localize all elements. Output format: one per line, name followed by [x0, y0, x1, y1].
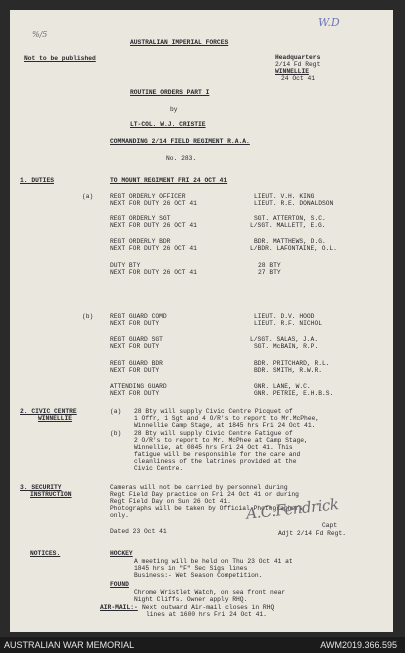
- commander-name: LT-COL. W.J. CRISTIE: [130, 121, 206, 128]
- duty-role: REGT GUARD SGT: [110, 336, 163, 343]
- hq-line: 24 Oct 41: [281, 75, 316, 82]
- s2-b-line: cleanliness of the latrines provided at the: [134, 458, 297, 465]
- hockey-line: Business:- Wet Season Competition.: [134, 572, 263, 579]
- duty-role: ATTENDING GUARD: [110, 383, 167, 390]
- not-published-note: Not to be published: [24, 55, 96, 62]
- section-3-heading: 3. SECURITY: [20, 484, 62, 491]
- duty-person: GNR. PETRIE, E.H.B.S.: [254, 390, 334, 397]
- s2-b-line: Winnellie, at 0845 hrs Fri 24 Oct 41. This: [134, 444, 293, 451]
- airmail-line: lines at 1600 hrs Fri 24 Oct 41.: [146, 611, 267, 618]
- duty-role: NEXT FOR DUTY: [110, 320, 160, 327]
- duty-role: NEXT FOR DUTY 26 OCT 41: [110, 200, 197, 207]
- s3-line: Photographs will be taken by Official Photographers: [110, 505, 303, 512]
- duty-person: LIEUT. D.V. HOOD: [254, 313, 315, 320]
- hq-line: WINNELLIE: [275, 68, 310, 75]
- s3-line: Regt Field Day practice on Fri 24 Oct 41 or during: [110, 491, 299, 498]
- duty-role: REGT GUARD COMD: [110, 313, 167, 320]
- s3-line: Cameras will not be carried by personnel during: [110, 484, 288, 491]
- duty-person: SGT. McBAIN, R.P.: [254, 343, 319, 350]
- s3-line: only.: [110, 512, 129, 519]
- s2-a-line: 1 Offr, 1 Sgt and 4 O/R's to report to Mr.McPhee,: [134, 415, 320, 422]
- hq-line: Headquarters: [275, 54, 321, 61]
- order-number: No. 283.: [166, 155, 197, 162]
- duty-person: GNR. LANE, W.C.: [254, 383, 311, 390]
- duty-person: L/BDR. LAFONTAINE, O.L.: [250, 245, 337, 252]
- s2-b-line: fatigue will be responsible for the care and: [134, 451, 301, 458]
- footer-accession-number: AWM2019.366.595: [320, 640, 397, 650]
- document-title: AUSTRALIAN IMPERIAL FORCES: [130, 39, 229, 46]
- duty-role: DUTY BTY: [110, 262, 141, 269]
- notices-heading: NOTICES.: [30, 550, 61, 557]
- hq-line: 2/14 Fd Regt: [275, 61, 321, 68]
- archive-footer: [0, 637, 405, 653]
- footer-institution: AUSTRALIAN WAR MEMORIAL: [4, 640, 135, 650]
- duty-person: 28 BTY: [258, 262, 281, 269]
- s2-b-line: 28 Bty will supply Civic Centre Fatigue of: [134, 430, 293, 437]
- commanding-line: COMMANDING 2/14 FIELD REGIMENT R.A.A.: [110, 138, 250, 145]
- adjt-line: Adjt 2/14 Fd Regt.: [278, 530, 347, 537]
- found-heading: FOUND: [110, 581, 129, 588]
- found-line: Night Cliffs. Owner apply RHQ.: [134, 596, 248, 603]
- corner-pencil-mark: %/5: [32, 30, 48, 39]
- s2-a-line: 28 Bty will supply Civic Centre Picquet of: [134, 408, 293, 415]
- hockey-line: 1845 hrs in "F" Sec Sigs lines: [134, 565, 248, 572]
- hockey-heading: HOCKEY: [110, 550, 133, 557]
- duty-person: LIEUT. R.F. NICHOL: [254, 320, 323, 327]
- capt-line: Capt: [322, 522, 338, 529]
- routine-orders-heading: ROUTINE ORDERS PART I: [130, 89, 210, 96]
- duty-person: BDR. PRITCHARD, R.L.: [254, 360, 330, 367]
- duty-role: REGT ORDERLY OFFICER: [110, 193, 186, 200]
- section-2-sub: WINNELLIE: [38, 415, 73, 422]
- duty-role: NEXT FOR DUTY 26 OCT 41: [110, 269, 197, 276]
- section-3-sub: INSTRUCTION: [30, 491, 72, 498]
- airmail-heading: AIR-MAIL:-: [100, 604, 138, 611]
- found-line: Chrome Wristlet Watch, on sea front near: [134, 589, 286, 596]
- duty-role: REGT ORDERLY SGT: [110, 215, 171, 222]
- duty-person: LIEUT. R.E. DONALDSON: [254, 200, 334, 207]
- s2-b-line: Civic Centre.: [134, 465, 184, 472]
- duty-person: BDR. MATTHEWS, D.G.: [254, 238, 326, 245]
- duty-role: NEXT FOR DUTY: [110, 390, 160, 397]
- section-1-title: TO MOUNT REGIMENT FRI 24 OCT 41: [110, 177, 228, 184]
- duty-person: L/SGT. MALLETT, E.G.: [250, 222, 326, 229]
- section-2-a: (a): [110, 408, 122, 415]
- duty-role: NEXT FOR DUTY 26 OCT 41: [110, 245, 197, 252]
- adjutant-signature: A.C.Fendrick: [245, 495, 340, 523]
- duty-role: REGT GUARD BDR: [110, 360, 163, 367]
- airmail-line: Next outward Air-mail closes in RHQ: [142, 604, 275, 611]
- duty-person: LIEUT. V.H. KING: [254, 193, 315, 200]
- s3-line: Regt Field Day on Sun 26 Oct 41.: [110, 498, 231, 505]
- duty-role: NEXT FOR DUTY: [110, 367, 160, 374]
- dated-line: Dated 23 Oct 41: [110, 528, 167, 535]
- duty-person: 27 BTY: [258, 269, 281, 276]
- heading-by: by: [170, 106, 178, 113]
- duty-person: BDR. SMITH, R.W.R.: [254, 367, 323, 374]
- wd-pencil-mark: W.D: [318, 16, 340, 29]
- section-1-heading: 1. DUTIES: [20, 177, 55, 184]
- section-1-a: (a): [82, 193, 94, 200]
- duty-person: L/SGT. SALAS, J.A.: [250, 336, 319, 343]
- document-page: [10, 10, 393, 632]
- s2-b-line: 2 O/R's to report to Mr. McPhee at Camp Stage,: [134, 437, 308, 444]
- duty-person: SGT. ATTERTON, S.C.: [254, 215, 326, 222]
- section-2-b: (b): [110, 430, 122, 437]
- duty-role: NEXT FOR DUTY 26 OCT 41: [110, 222, 197, 229]
- section-1-b: (b): [82, 313, 94, 320]
- s2-a-line: Winnellie Camp Stage, at 1845 hrs Fri 24 Oct 41.: [134, 422, 316, 429]
- duty-role: REGT ORDERLY BDR: [110, 238, 171, 245]
- duty-role: NEXT FOR DUTY: [110, 343, 160, 350]
- section-2-heading: 2. CIVIC CENTRE: [20, 408, 77, 415]
- hockey-line: A meeting will be held on Thu 23 Oct 41 at: [134, 558, 293, 565]
